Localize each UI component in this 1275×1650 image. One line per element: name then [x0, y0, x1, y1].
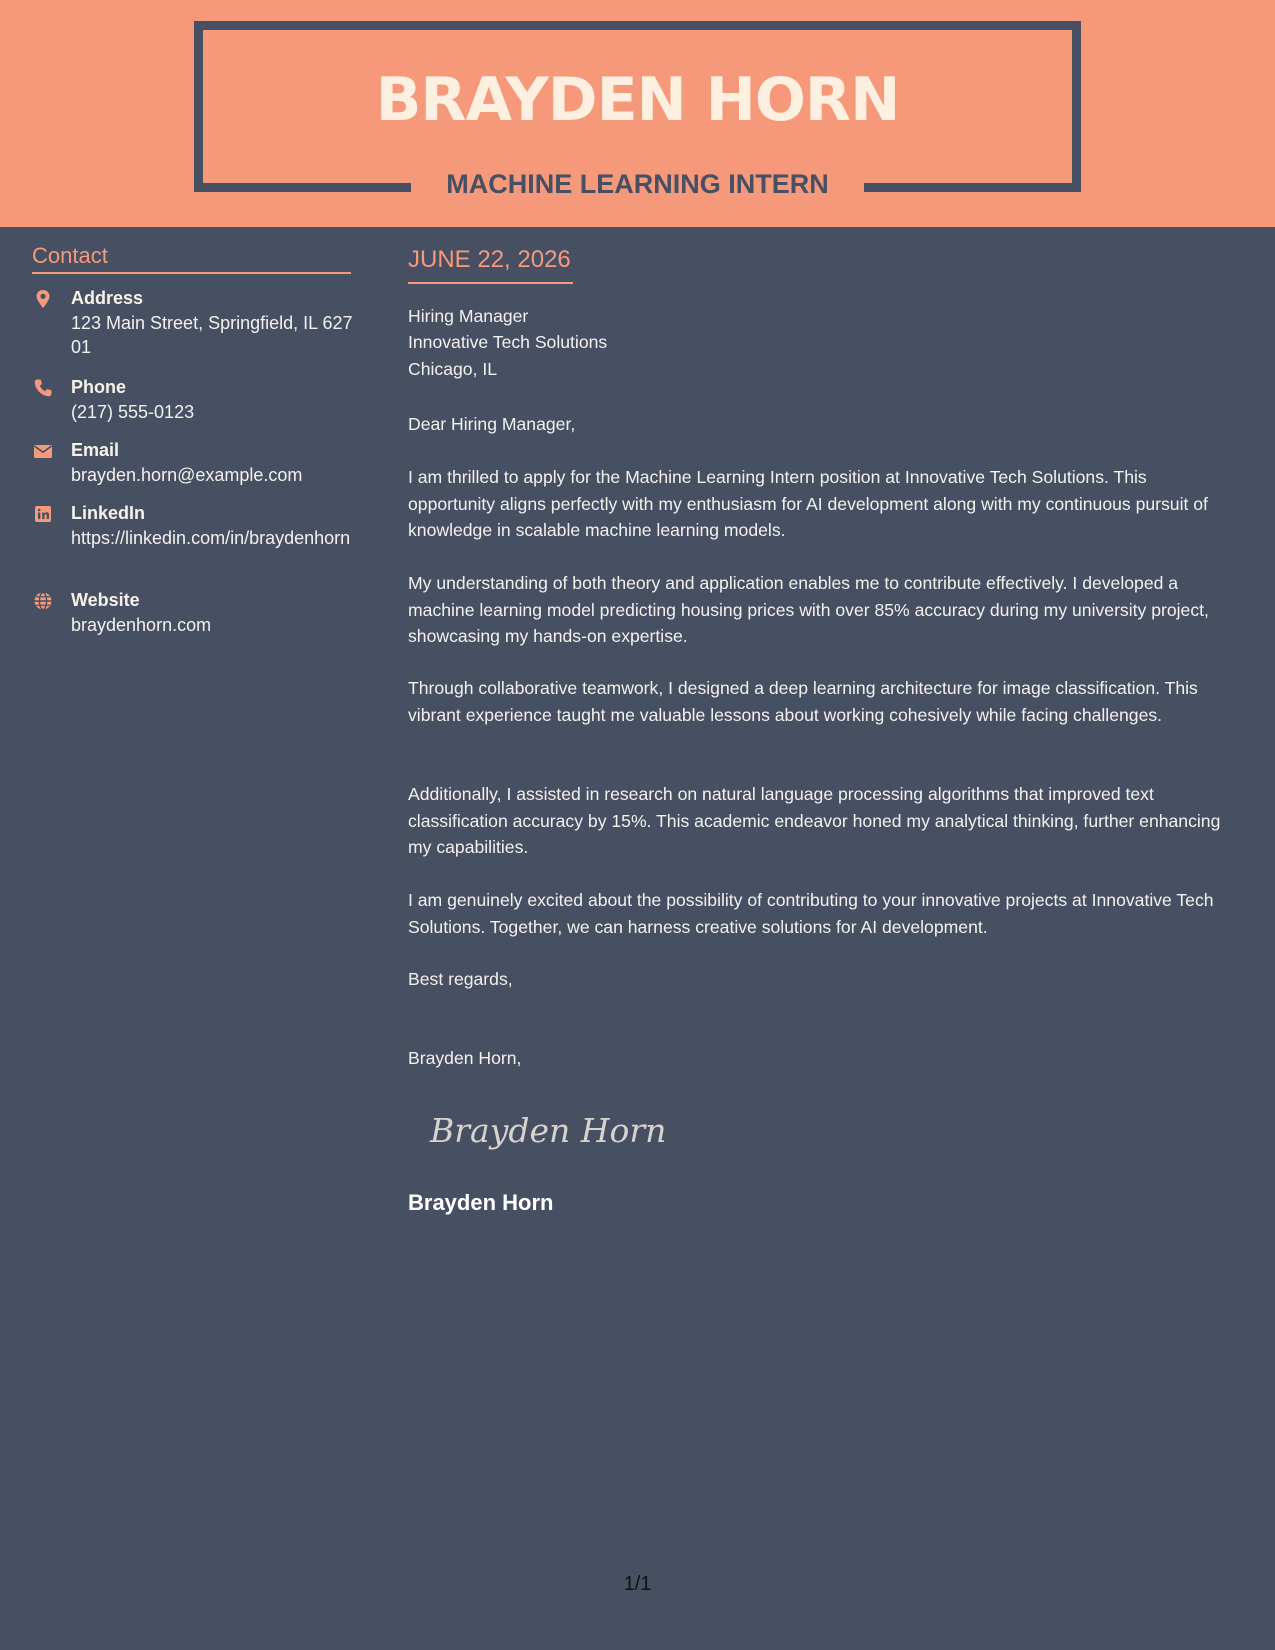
header-banner [0, 0, 1275, 227]
letter-paragraph-1: I am thrilled to apply for the Machine Learning Intern position at Innovative Tech Solutions. This opportunity aligns perfectly with my enthusiasm for AI development along with my continuous pursuit of knowledge in scalable machine learning models. [408, 467, 1208, 540]
contact-email-value[interactable]: brayden.horn@example.com [71, 465, 303, 485]
contact-divider [32, 272, 351, 274]
signoff-name: Brayden Horn, [408, 1048, 522, 1068]
recipient-location: Chicago, IL [408, 359, 497, 379]
contact-address-value: 123 Main Street, Springfield, IL 62701 [71, 313, 353, 357]
contact-heading: Contact [32, 243, 108, 268]
salutation: Dear Hiring Manager, [408, 414, 576, 434]
contact-email-label: Email [71, 440, 120, 460]
handwritten-signature [426, 1100, 666, 1160]
location-pin-icon [32, 288, 54, 310]
signature-text: Brayden Horn [430, 1111, 666, 1150]
page-number: 1/1 [623, 1573, 652, 1595]
letter-paragraph-3: Through collaborative teamwork, I designed a deep learning architecture for image classification. This vibrant experience taught me valuable lessons about working cohesively while facing challenges. [408, 678, 1198, 725]
globe-icon [32, 590, 54, 612]
contact-phone-value: (217) 555-0123 [71, 402, 195, 422]
contact-website-value[interactable]: braydenhorn.com [71, 615, 212, 635]
date-underline [408, 282, 573, 284]
contact-address-label: Address [71, 288, 144, 308]
contact-phone-label: Phone [71, 377, 127, 397]
applicant-name: BRAYDEN HORN [375, 65, 900, 135]
linkedin-icon [32, 503, 54, 525]
job-title: MACHINE LEARNING INTERN [446, 169, 829, 199]
header-frame-top [194, 21, 1081, 30]
contact-linkedin-value[interactable]: https://linkedin.com/in/braydenhorn [71, 528, 351, 548]
contact-linkedin-label: LinkedIn [71, 503, 146, 523]
closing: Best regards, [408, 969, 513, 989]
letter-paragraph-5: I am genuinely excited about the possibility of contributing to your innovative projects at Innovative Tech Solutions. Together, we can harness creative solutions for AI development. [408, 890, 1214, 937]
letter-date: JUNE 22, 2026 [408, 246, 571, 273]
envelope-icon [32, 440, 54, 462]
contact-website-label: Website [71, 590, 140, 610]
recipient-company: Innovative Tech Solutions [408, 332, 608, 352]
phone-icon [32, 377, 54, 399]
letter-paragraph-2: My understanding of both theory and application enables me to contribute effectively. I developed a machine learning model predicting housing prices with over 85% accuracy during my university project, showcasing my hands-on expertise. [408, 573, 1209, 646]
signer-name: Brayden Horn [408, 1190, 554, 1215]
letter-paragraph-4: Additionally, I assisted in research on natural language processing algorithms that improved text classification accuracy by 15%. This academic endeavor honed my analytical thinking, further enhancing my capabilities. [408, 784, 1221, 857]
recipient-title: Hiring Manager [408, 306, 529, 326]
